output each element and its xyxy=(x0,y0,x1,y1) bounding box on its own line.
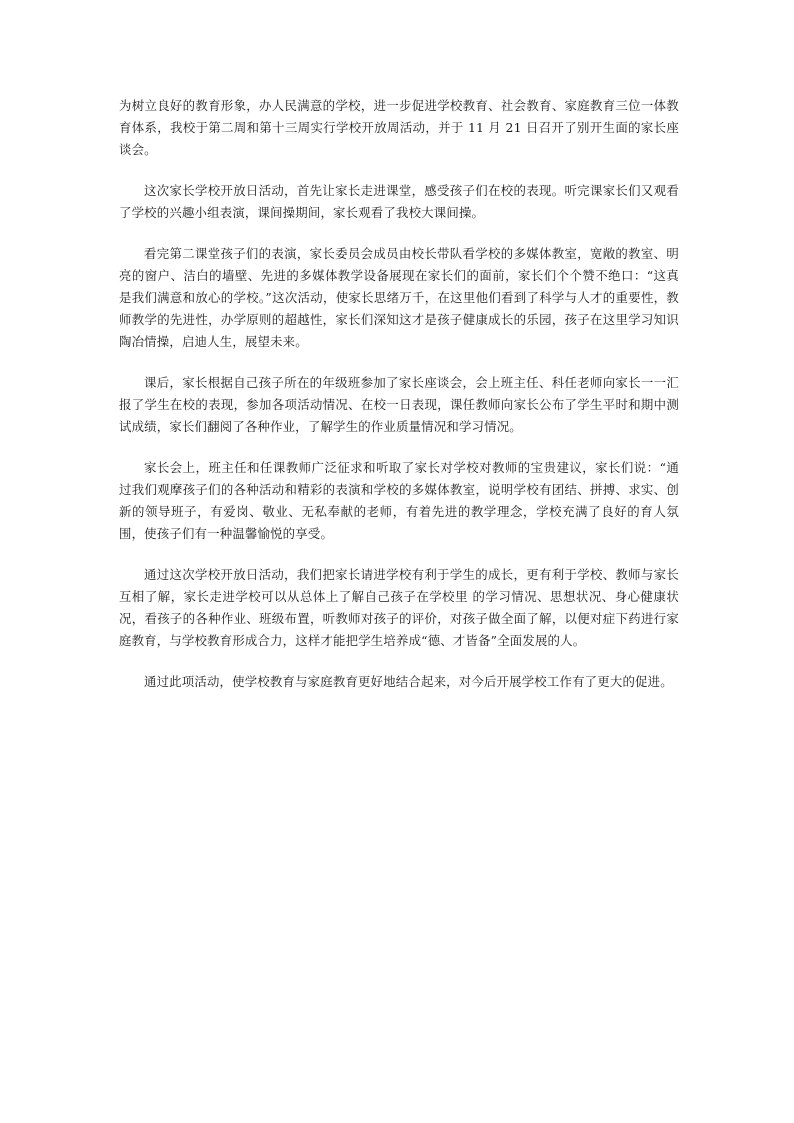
paragraph-conclusion: 通过此项活动，使学校教育与家庭教育更好地结合起来，对今后开展学校工作有了更大的促进。 xyxy=(144,674,673,689)
paragraph-intro: 为树立良好的教育形象，办人民满意的学校，进一步促进学校教育、社会教育、家庭教育三位一体教育体系，我校于第二周和第十三周实行学校开放周活动，并于 11 月 21 日召开了别开生面的家长座谈会。 xyxy=(119,98,679,157)
paragraph-open-day-benefits: 通过这次学校开放日活动，我们把家长请进学校有利于学生的成长，更有利于学校、教师与家长互相了解，家长走进学校可以从总体上了解自己孩子在学校里 的学习情况、思想状况、身心健康状况，看孩子的各种作业、班级布置，听教师对孩子的评价，对孩子做全面了解，以便对症下药进行家庭教育，与学校教育形成合力，这样才能把学生培养成“德、才皆备”全面发展的人。 xyxy=(119,567,679,648)
paragraph-classroom-visit: 这次家长学校开放日活动，首先让家长走进课堂，感受孩子们在校的表现。听完课家长们又观看了学校的兴趣小组表演，课间操期间，家长观看了我校大课间操。 xyxy=(119,183,679,220)
document-page xyxy=(119,95,679,712)
paragraph-multimedia-tour: 看完第二课堂孩子们的表演，家长委员会成员由校长带队看学校的多媒体教室，宽敞的教室、明亮的窗户、洁白的墙壁、先进的多媒体教学设备展现在家长们的面前，家长们个个赞不绝口：“这真是我们满意和放心的学校。”这次活动，使家长思绪万千，在这里他们看到了科学与人才的重要性，教师教学的先进性，办学原则的超越性，家长们深知这才是孩子健康成长的乐园，孩子在这里学习知识陶冶情操，启迪人生，展望未来。 xyxy=(119,246,679,349)
paragraph-parent-meeting: 课后，家长根据自己孩子所在的年级班参加了家长座谈会，会上班主任、科任老师向家长一一汇报了学生在校的表现，参加各项活动情况、在校一日表现，课任教师向家长公布了学生平时和期中测试成绩，家长们翻阅了各种作业，了解学生的作业质量情况和学习情况。 xyxy=(119,375,679,434)
paragraph-parent-suggestions: 家长会上，班主任和任课教师广泛征求和听取了家长对学校对教师的宝贵建议，家长们说：“通过我们观摩孩子们的各种活动和精彩的表演和学校的多媒体教室，说明学校有团结、拼搏、求实、创新的领导班子，有爱岗、敬业、无私奉献的老师，有着先进的教学理念，学校充满了良好的育人氛围，使孩子们有一种温馨愉悦的享受。 xyxy=(119,460,679,541)
